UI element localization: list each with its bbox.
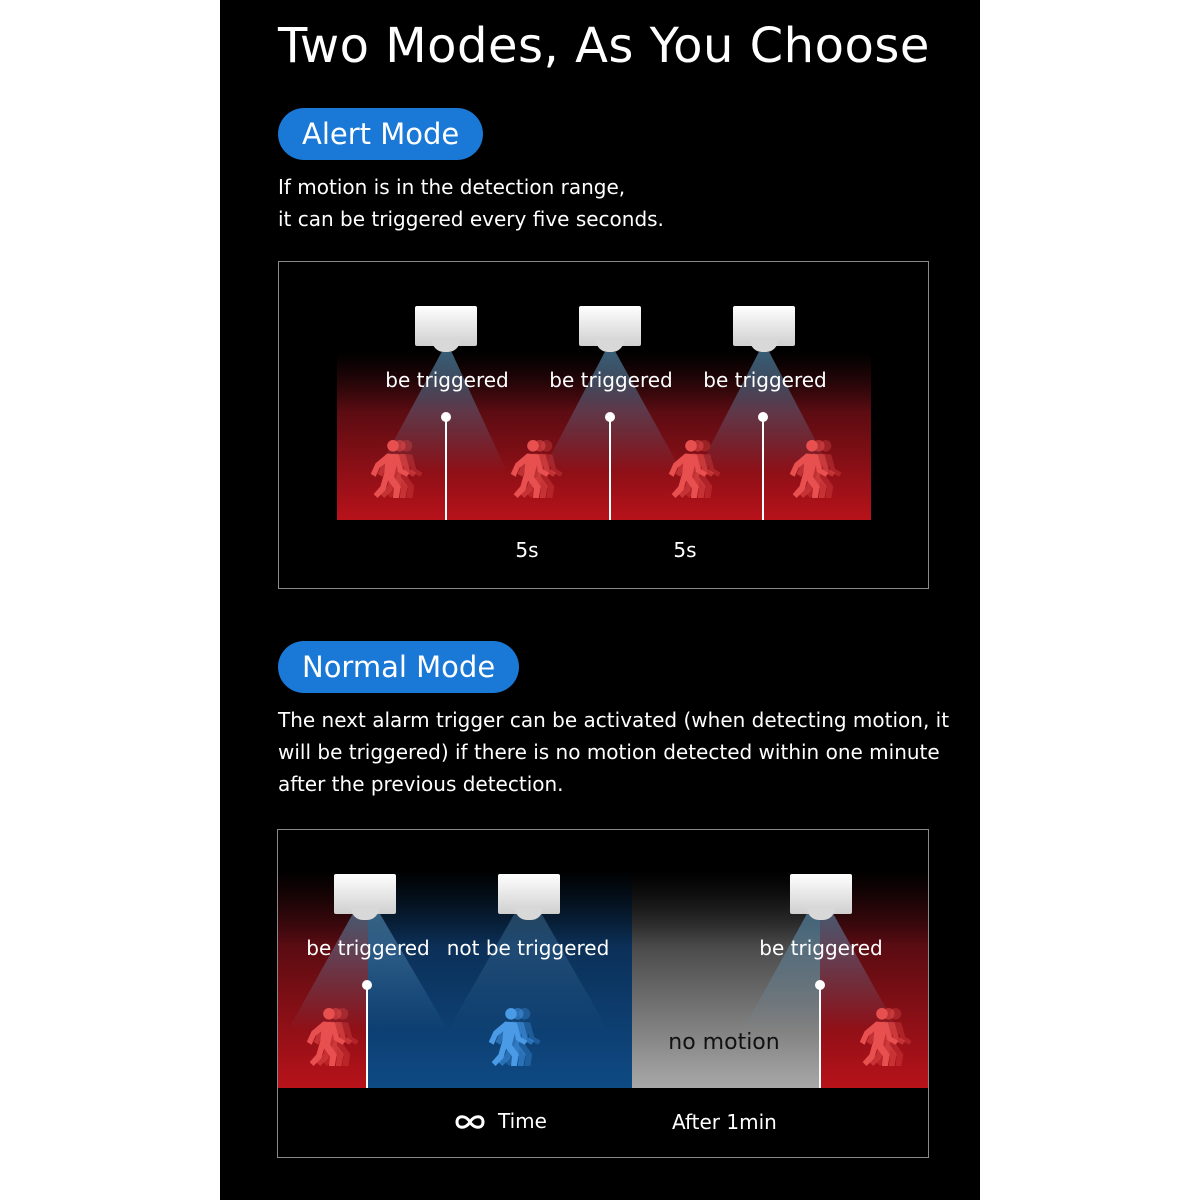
motion-sensor-icon bbox=[415, 306, 477, 346]
page-title: Two Modes, As You Choose bbox=[278, 18, 930, 74]
walking-person-icon bbox=[662, 438, 720, 500]
trigger-marker bbox=[609, 417, 611, 520]
normal-desc-line-3: after the previous detection. bbox=[278, 772, 564, 796]
trigger-label: be triggered bbox=[703, 368, 827, 392]
walking-person-icon bbox=[364, 438, 422, 500]
after-label: After 1min bbox=[672, 1110, 777, 1134]
alert-mode-badge: Alert Mode bbox=[278, 108, 483, 160]
no-motion-label: no motion bbox=[668, 1030, 780, 1055]
trigger-marker bbox=[762, 417, 764, 520]
walking-person-icon bbox=[482, 1006, 540, 1068]
alert-mode-description bbox=[278, 171, 664, 235]
walking-person-icon bbox=[300, 1006, 358, 1068]
trigger-marker bbox=[819, 985, 821, 1088]
walking-person-icon bbox=[783, 438, 841, 500]
product-panel bbox=[220, 0, 980, 1200]
normal-desc-line-1: The next alarm trigger can be activated (when detecting motion, it bbox=[278, 708, 950, 732]
infinity-icon bbox=[453, 1113, 487, 1131]
trigger-label: be triggered bbox=[759, 936, 883, 960]
normal-mode-description bbox=[278, 704, 949, 800]
motion-sensor-icon bbox=[733, 306, 795, 346]
motion-sensor-icon bbox=[334, 874, 396, 914]
normal-mode-badge: Normal Mode bbox=[278, 641, 519, 693]
interval-label: 5s bbox=[673, 538, 697, 562]
walking-person-icon bbox=[504, 438, 562, 500]
interval-label: 5s bbox=[515, 538, 539, 562]
walking-person-icon bbox=[853, 1006, 911, 1068]
trigger-marker bbox=[445, 417, 447, 520]
normal-desc-line-2: will be triggered) if there is no motion detected within one minute bbox=[278, 740, 940, 764]
motion-sensor-icon bbox=[579, 306, 641, 346]
not-trigger-label: not be triggered bbox=[446, 936, 610, 960]
trigger-label: be triggered bbox=[385, 368, 509, 392]
alert-mode-diagram bbox=[278, 261, 929, 589]
trigger-label: be triggered bbox=[306, 936, 430, 960]
time-label: Time bbox=[498, 1109, 547, 1133]
trigger-marker bbox=[366, 985, 368, 1088]
trigger-label: be triggered bbox=[549, 368, 673, 392]
motion-sensor-icon bbox=[498, 874, 560, 914]
motion-sensor-icon bbox=[790, 874, 852, 914]
normal-mode-diagram bbox=[277, 829, 929, 1158]
alert-desc-line-1: If motion is in the detection range, bbox=[278, 175, 626, 199]
alert-desc-line-2: it can be triggered every five seconds. bbox=[278, 207, 664, 231]
